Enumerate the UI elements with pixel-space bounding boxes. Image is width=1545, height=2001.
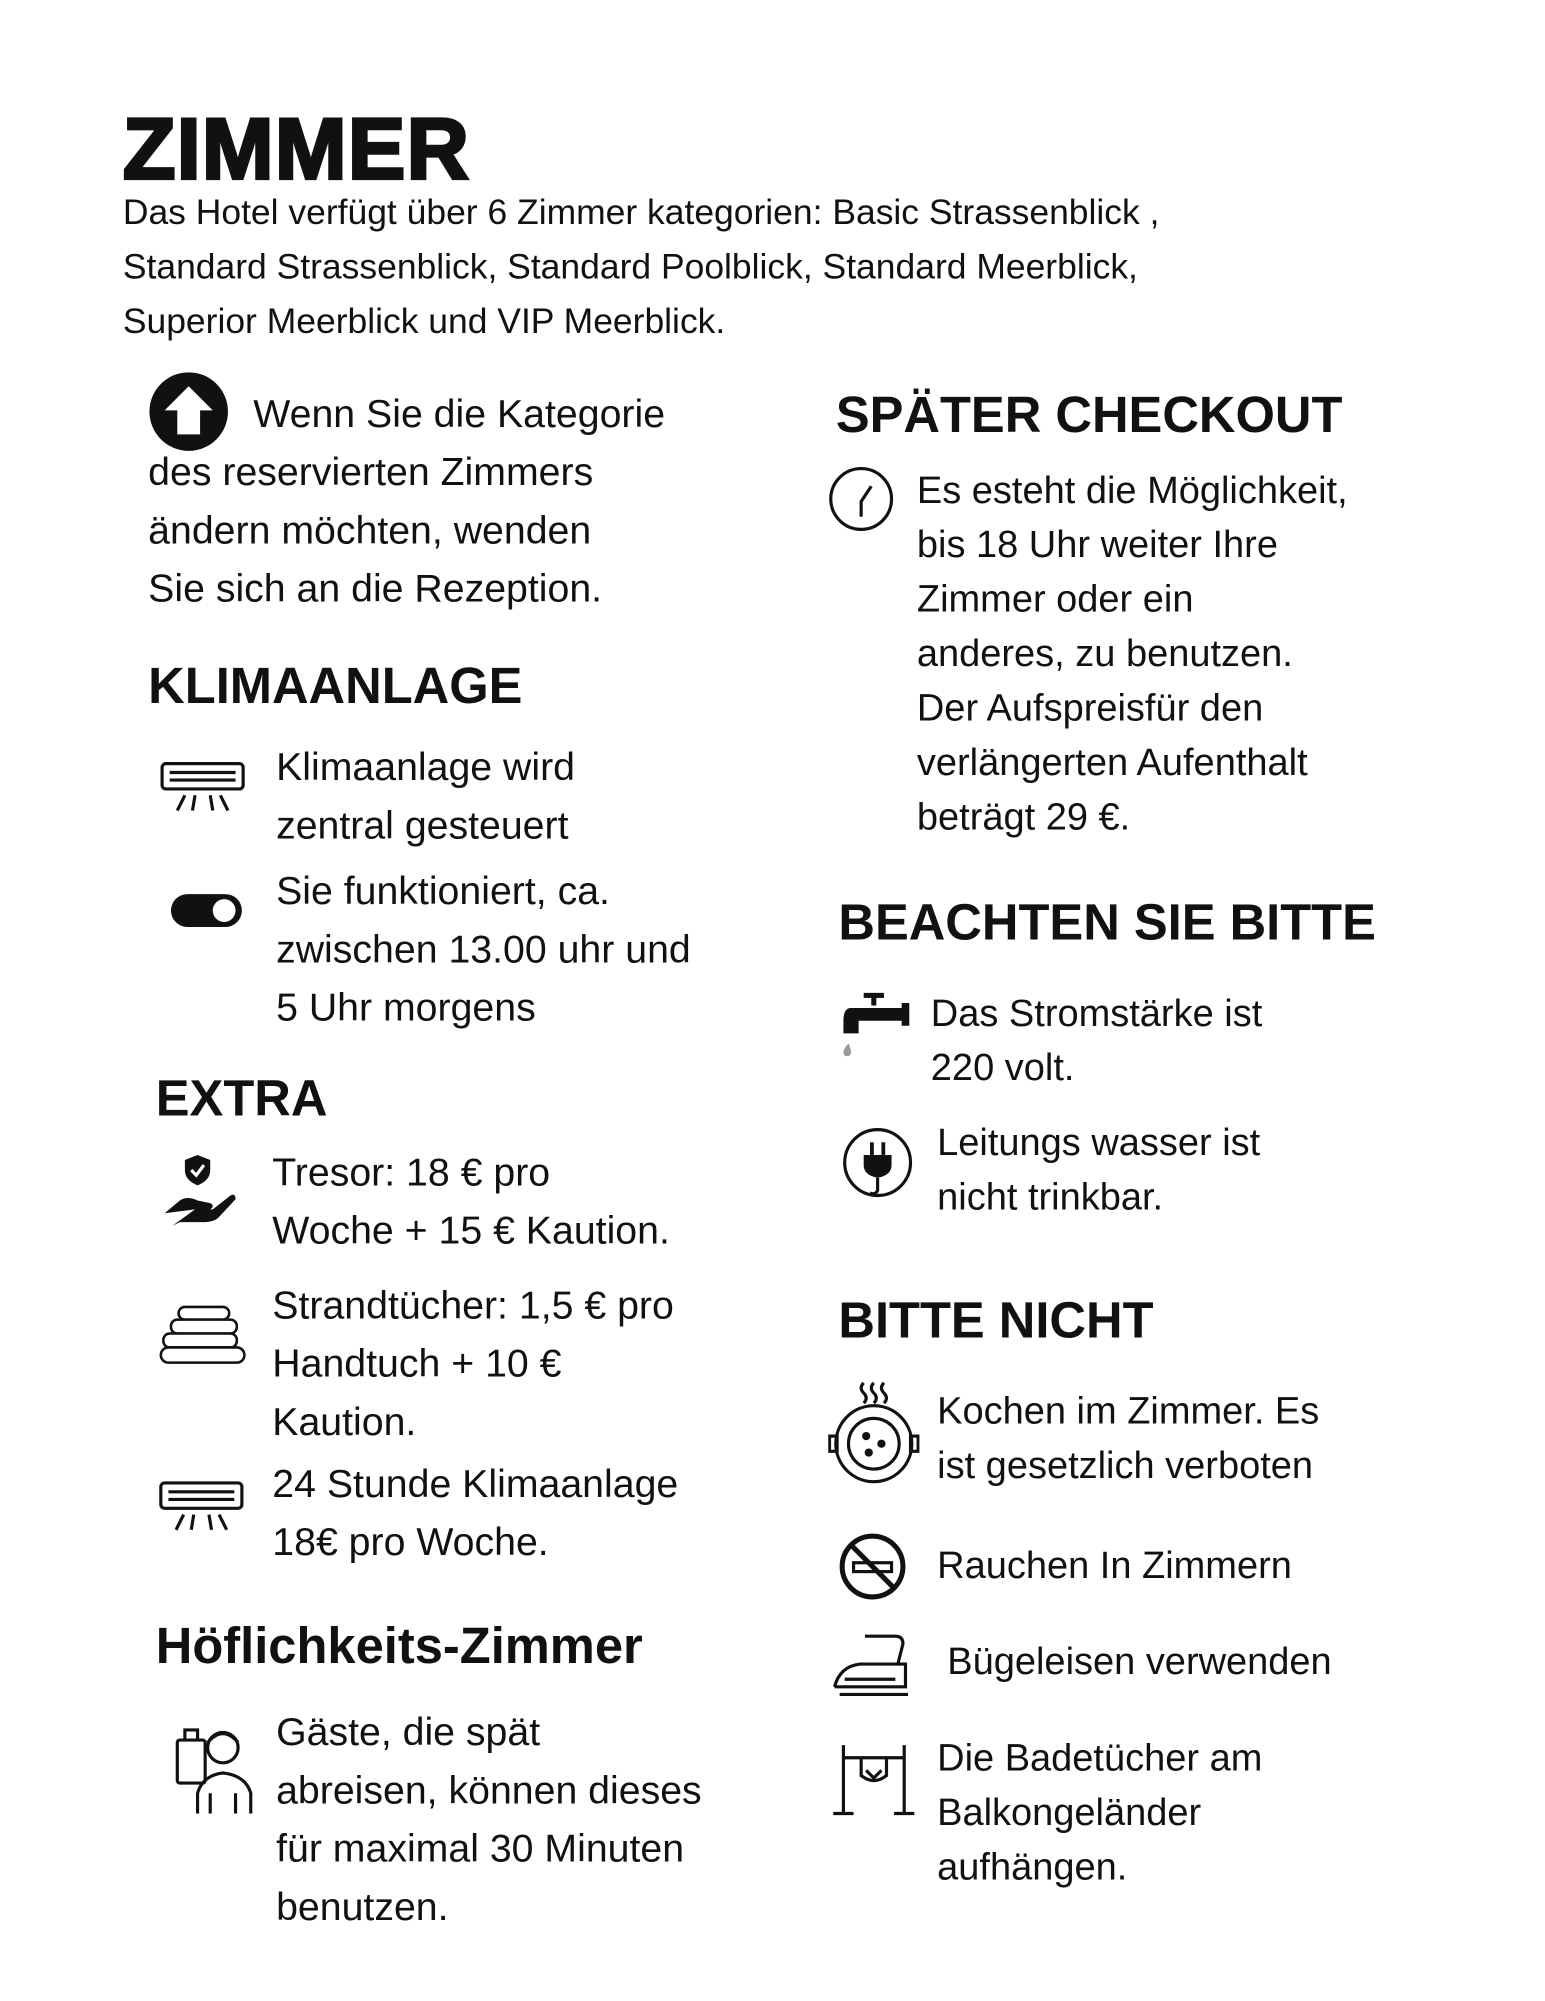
toggle-icon — [170, 892, 243, 930]
no-smoking-icon — [838, 1532, 906, 1600]
klima-item-text — [276, 862, 691, 1037]
dont-heading: BITTE NICHT — [838, 1292, 1154, 1349]
extra-item-text — [272, 1144, 670, 1261]
courtesy-text — [276, 1703, 702, 1936]
person-luggage-icon — [172, 1717, 256, 1816]
text-line: Das Stromstärke ist — [930, 992, 1263, 1035]
cooking-pot-icon — [828, 1380, 919, 1486]
dont-item-text — [937, 1731, 1262, 1894]
extra-heading: EXTRA — [155, 1071, 328, 1128]
klima-item-text — [276, 738, 575, 855]
text-line: Gäste, die spät — [276, 1709, 541, 1754]
page-title: ZIMMER — [122, 101, 471, 198]
note-heading: BEACHTEN SIE BITTE — [838, 895, 1376, 952]
text-line: Balkongeländer — [937, 1791, 1202, 1834]
text-line: des reservierten Zimmers — [148, 449, 594, 494]
extra-item-text — [272, 1277, 674, 1452]
courtesy-heading: Höflichkeits-Zimmer — [155, 1618, 643, 1675]
towels-icon — [158, 1304, 247, 1365]
text-line: Rauchen In Zimmern — [937, 1545, 1292, 1587]
text-line: Es esteht die Möglichkeit, — [916, 469, 1348, 512]
text-line: Das Hotel verfügt über 6 Zimmer kategorien: Basic Strassenblick , — [122, 192, 1160, 232]
note-item-text — [937, 1116, 1260, 1225]
text-line: aufhängen. — [937, 1846, 1128, 1889]
text-line: ändern möchten, wenden — [148, 507, 592, 553]
plug-icon — [842, 1127, 913, 1198]
text-line: für maximal 30 Minuten — [276, 1826, 685, 1871]
checkout-text — [917, 464, 1348, 845]
text-line: Strandtücher: 1,5 € pro — [272, 1282, 674, 1328]
text-line: 24 Stunde Klimaanlage — [272, 1461, 679, 1506]
text-line: Die Badetücher am — [937, 1737, 1263, 1780]
towel-rack-icon — [831, 1743, 917, 1819]
intro-text — [123, 185, 1160, 348]
text-line: Kaution. — [272, 1399, 417, 1444]
text-line: beträgt 29 €. — [916, 796, 1131, 839]
upgrade-text-first: Wenn Sie die Kategorie — [253, 391, 666, 436]
text-line: Sie sich an die Rezeption. — [148, 566, 603, 611]
air-conditioner-icon — [158, 1479, 244, 1535]
klima-heading: KLIMAANLAGE — [148, 658, 523, 715]
text-line: zwischen 13.00 uhr und — [276, 927, 691, 972]
text-line: Tresor: 18 € pro — [272, 1149, 551, 1195]
note-item-text — [931, 987, 1262, 1096]
dont-item-text — [937, 1539, 1292, 1593]
text-line: Handtuch + 10 € — [272, 1341, 562, 1386]
text-line: verlängerten Aufenthalt — [916, 742, 1308, 784]
dont-item-text — [947, 1635, 1331, 1689]
text-line: Der Aufspreisfür den — [916, 687, 1264, 730]
text-line: Klimaanlage wird — [276, 744, 576, 789]
upgrade-text — [148, 443, 602, 618]
text-line: Kochen im Zimmer. Es — [937, 1390, 1320, 1433]
text-line: Bügeleisen verwenden — [947, 1641, 1332, 1684]
clock-icon — [828, 466, 894, 532]
text-line: zentral gesteuert — [276, 802, 569, 848]
text-line: bis 18 Uhr weiter Ihre — [916, 524, 1278, 567]
text-line: Leitungs wasser ist — [937, 1122, 1261, 1164]
text-line: abreisen, können dieses — [276, 1767, 702, 1813]
text-line: anderes, zu benutzen. — [916, 633, 1293, 675]
text-line: ist gesetzlich verboten — [937, 1444, 1314, 1487]
text-line: Zimmer oder ein — [916, 578, 1194, 621]
text-line: nicht trinkbar. — [937, 1176, 1164, 1219]
text-line: 18€ pro Woche. — [272, 1519, 549, 1565]
text-line: benutzen. — [276, 1884, 449, 1929]
extra-item-text — [272, 1455, 678, 1572]
text-line: Superior Meerblick und VIP Meerblick. — [122, 301, 726, 341]
air-conditioner-icon — [160, 760, 246, 816]
text-line: 5 Uhr morgens — [276, 985, 536, 1030]
dont-item-text — [937, 1384, 1319, 1493]
checkout-heading: SPÄTER CHECKOUT — [835, 387, 1343, 444]
safe-hand-shield-icon — [162, 1152, 238, 1228]
text-line: Standard Strassenblick, Standard Poolblick, Standard Meerblick, — [122, 246, 1138, 287]
text-line: Sie funktioniert, ca. — [276, 868, 610, 914]
text-line: 220 volt. — [930, 1047, 1075, 1090]
text-line: Woche + 15 € Kaution. — [272, 1208, 670, 1253]
iron-icon — [832, 1631, 913, 1697]
arrow-up-icon — [148, 371, 229, 452]
faucet-icon — [838, 990, 911, 1061]
